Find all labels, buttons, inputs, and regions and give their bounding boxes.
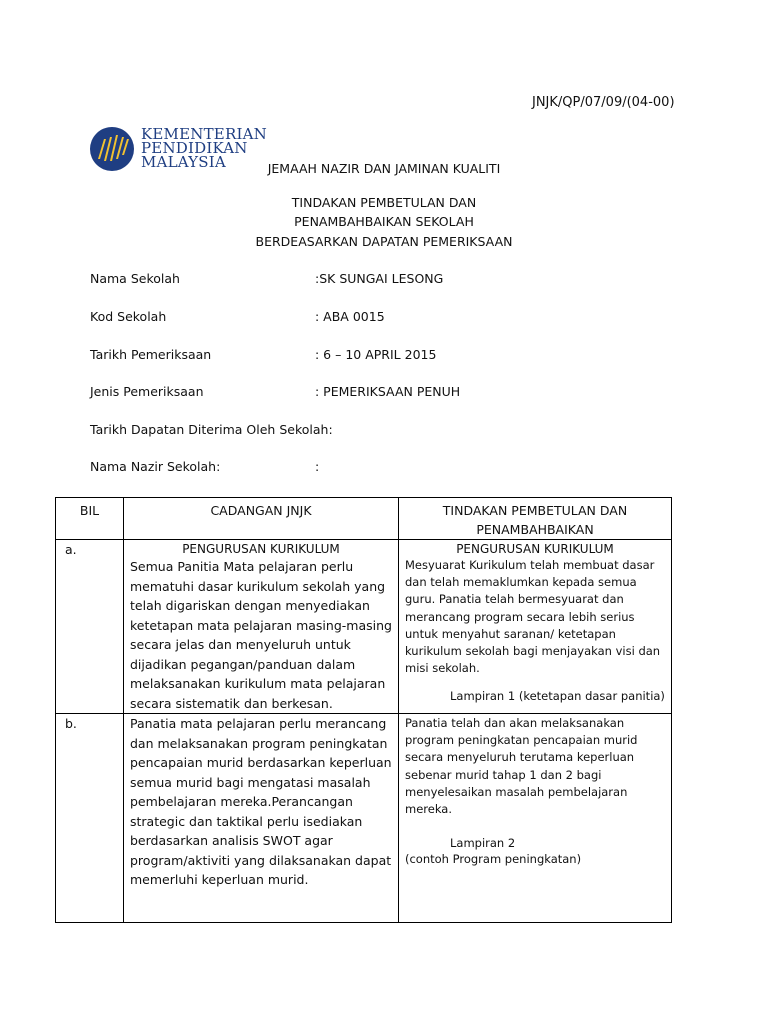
field-label-tarikh-dapatan: Tarikh Dapatan Diterima Oleh Sekolah: bbox=[90, 422, 333, 437]
table-row bbox=[56, 714, 672, 923]
header-title-2: TINDAKAN PEMBETULAN DAN bbox=[291, 195, 477, 210]
row-number: b. bbox=[56, 714, 124, 923]
header-title-1: JEMAAH NAZIR DAN JAMINAN KUALITI bbox=[267, 161, 501, 176]
field-value-jenis-pemeriksaan: : PEMERIKSAAN PENUH bbox=[315, 384, 461, 399]
lampiran-label: Lampiran 1 bbox=[450, 689, 516, 704]
row-number: a. bbox=[56, 540, 124, 714]
lampiran-description: (ketetapan dasar panitia) bbox=[515, 689, 665, 704]
tindakan-cell bbox=[399, 540, 672, 714]
field-label-nama-nazir: Nama Nazir Sekolah: bbox=[90, 459, 221, 474]
header-bil: BIL bbox=[56, 498, 124, 540]
findings-table bbox=[55, 497, 672, 923]
table-row bbox=[56, 540, 672, 714]
document-reference: JNJK/QP/07/09/(04-00) bbox=[532, 95, 675, 110]
field-value-kod-sekolah: : ABA 0015 bbox=[315, 309, 385, 324]
field-value-nama-nazir: : bbox=[315, 459, 320, 474]
field-label-kod-sekolah: Kod Sekolah bbox=[90, 309, 167, 324]
cadangan-text: Panatia mata pelajaran perlu merancang dan melaksanakan program peningkatan pencapaian murid berdasarkan keperluan semua murid bagi mengatasi masalah pembelajaran mereka.Perancangan strategic dan taktikal perlu isediakan berdasarkan analisis SWOT agar program/aktiviti yang dilaksanakan dapat memerluhi keperluan murid. bbox=[130, 716, 392, 887]
field-value-tarikh-pemeriksaan: : 6 – 10 APRIL 2015 bbox=[315, 347, 437, 362]
field-label-jenis-pemeriksaan: Jenis Pemeriksaan bbox=[90, 384, 204, 399]
field-label-nama-sekolah: Nama Sekolah bbox=[90, 271, 180, 286]
header-title-3: PENAMBAHBAIKAN SEKOLAH bbox=[294, 214, 474, 229]
logo-line-1: KEMENTERIAN bbox=[141, 125, 267, 143]
table-header-row bbox=[56, 498, 672, 540]
tindakan-text: Panatia telah dan akan melaksanakan program peningkatan pencapaian murid secara menyeluruh terutama keperluan sebenar murid tahap 1 dan 2 bagi menyelesaikan masalah pembelajaran mereka. bbox=[405, 716, 638, 817]
logo-line-2: PENDIDIKAN bbox=[141, 139, 248, 157]
tindakan-text: Mesyuarat Kurikulum telah membuat dasar dan telah memaklumkan kepada semua guru. Panatia telah bermesyuarat dan merancang program secara lebih serius untuk menyahut saranan/ ketetapan kurikulum sekolah bagi menjayakan visi dan misi sekolah. bbox=[405, 558, 661, 676]
header-title-4: BERDEASARKAN DAPATAN PEMERIKSAAN bbox=[255, 234, 513, 249]
cadangan-cell bbox=[124, 714, 399, 923]
field-label-tarikh-pemeriksaan: Tarikh Pemeriksaan bbox=[90, 347, 212, 362]
logo-line-3: MALAYSIA bbox=[141, 153, 226, 171]
header-tindakan bbox=[399, 498, 672, 540]
field-value-nama-sekolah: :SK SUNGAI LESONG bbox=[315, 271, 444, 286]
cadangan-text: Semua Panitia Mata pelajaran perlu mematuhi dasar kurikulum sekolah yang telah digariskan dengan menyediakan ketetapan mata pelajaran masing-masing secara jelas dan menyeluruh untuk dijadikan pegangan/panduan dalam melaksanakan kurikulum mata pelajaran secara sistematik dan berkesan. bbox=[130, 559, 392, 711]
cadangan-heading: PENGURUSAN KURIKULUM bbox=[182, 542, 340, 556]
tindakan-cell bbox=[399, 714, 672, 923]
tindakan-heading: PENGURUSAN KURIKULUM bbox=[456, 542, 614, 556]
header-cadangan-jnjk: CADANGAN JNJK bbox=[124, 498, 399, 540]
lampiran-label: Lampiran 2 bbox=[450, 836, 516, 851]
header-tindakan-label: TINDAKAN PEMBETULAN DAN PENAMBAHBAIKAN bbox=[442, 503, 628, 537]
cadangan-cell bbox=[124, 540, 399, 714]
lampiran-description: (contoh Program peningkatan) bbox=[405, 852, 582, 867]
lampiran-note bbox=[450, 689, 665, 703]
